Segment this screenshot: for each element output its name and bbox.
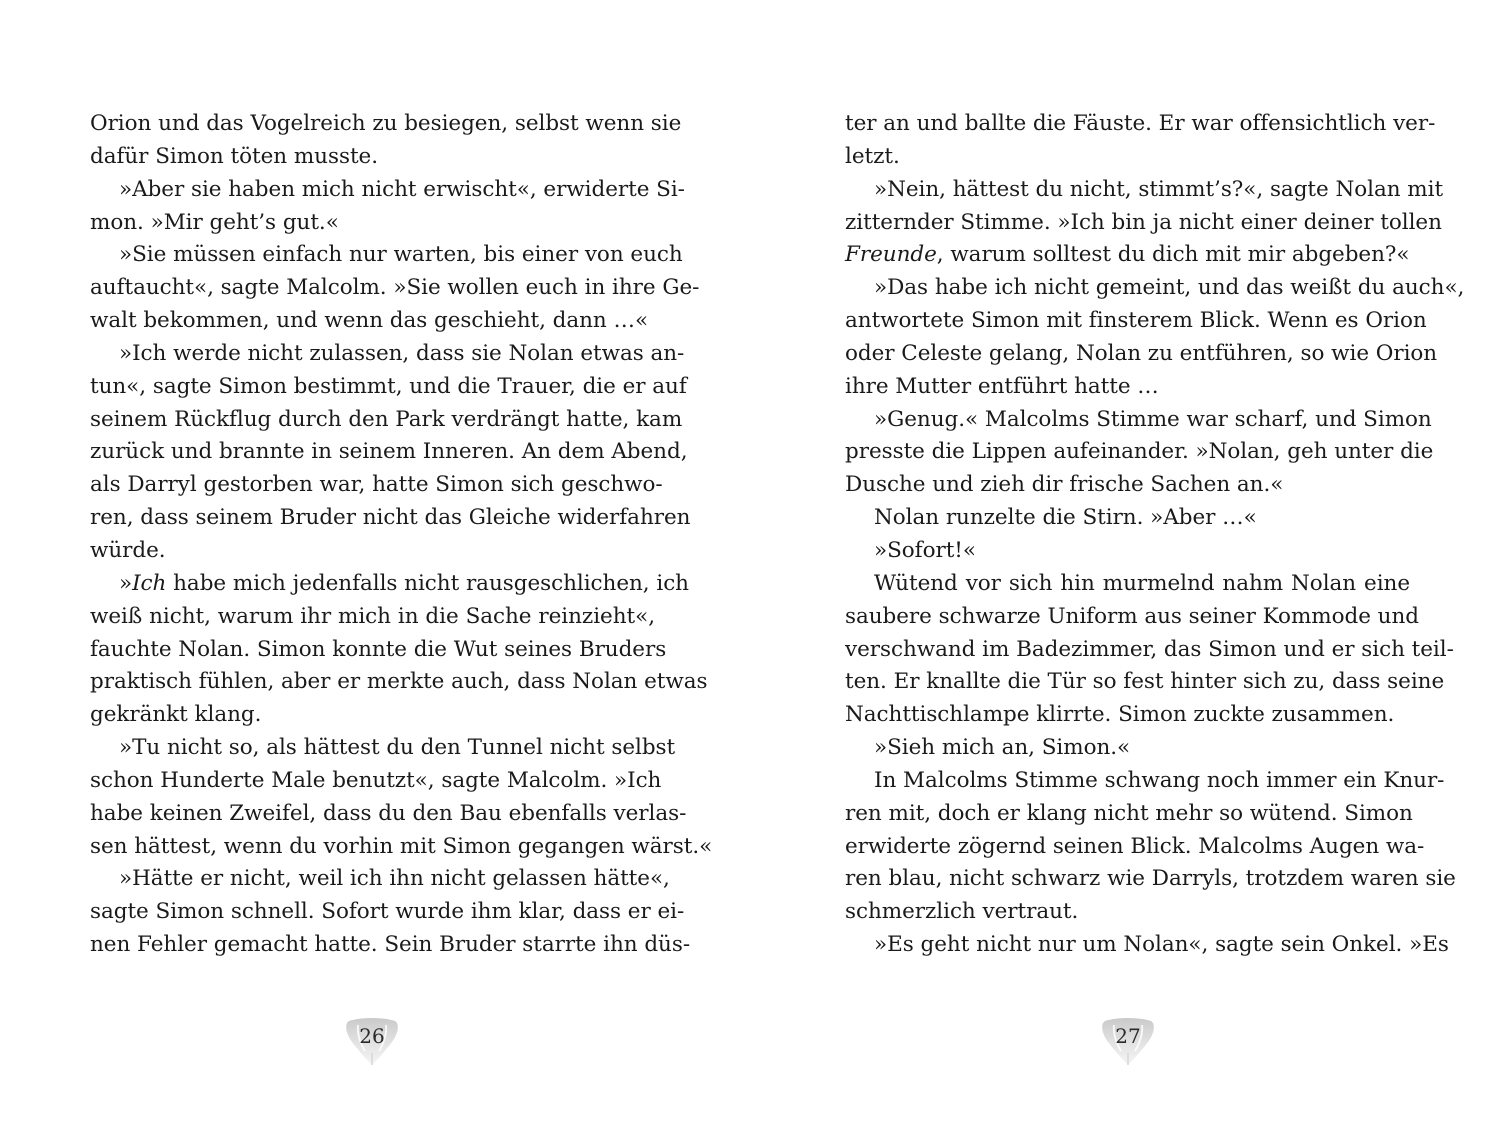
page-number: 27: [1115, 1024, 1141, 1048]
text-line: [845, 732, 1410, 765]
text-line: [845, 798, 1413, 831]
text-segment: zurück und brannte in seinem Inneren. An dem Abend,: [90, 439, 688, 465]
text-line: [90, 272, 700, 305]
right-page-body: [845, 108, 1465, 962]
text-segment: seinem Rückflug durch den Park verdrängt hatte, kam: [90, 406, 683, 432]
text-line: [90, 371, 687, 404]
text-segment: »: [119, 570, 133, 596]
text-line: [90, 141, 655, 174]
text-segment: »Das habe ich nicht gemeint, und das weißt du auch«,: [874, 275, 1465, 301]
text-segment: saubere schwarze Uniform aus seiner Kommode und: [845, 603, 1419, 629]
text-line: [90, 634, 667, 667]
text-line: [90, 863, 670, 896]
text-line: [845, 535, 1410, 568]
text-segment: , warum solltest du dich mit mir abgeben?«: [936, 242, 1410, 268]
text-line: [90, 436, 688, 469]
text-segment: ren mit, doch er klang nicht mehr so wütend. Simon: [845, 800, 1413, 826]
text-line: [845, 601, 1419, 634]
text-segment: ren, dass seinem Bruder nicht das Gleiche widerfahren: [90, 505, 691, 531]
text-segment: sagte Simon schnell. Sofort wurde ihm klar, dass er ei-: [90, 899, 685, 925]
text-segment: als Darryl gestorben war, hatte Simon sich geschwo-: [90, 472, 663, 498]
text-segment: Nolan runzelte die Stirn. »Aber …«: [874, 505, 1257, 531]
text-line: [845, 469, 1410, 502]
text-segment: ten. Er knallte die Tür so fest hinter sich zu, dass seine: [845, 669, 1445, 695]
text-line: [90, 601, 655, 634]
right-page-folio: [1099, 1015, 1157, 1067]
text-line: [845, 699, 1410, 732]
text-line: [90, 305, 655, 338]
page-number: 26: [359, 1024, 385, 1048]
text-line: [90, 207, 655, 240]
text-segment: schon Hunderte Male benutzt«, sagte Malcolm. »Ich: [90, 767, 662, 793]
text-segment: habe mich jedenfalls nicht rausgeschlichen, ich: [166, 570, 689, 596]
text-segment: »Sieh mich an, Simon.«: [874, 735, 1131, 761]
text-line: [90, 535, 655, 568]
text-line: [90, 765, 662, 798]
text-segment: gekränkt klang.: [90, 702, 262, 728]
text-segment: »Sofort!«: [874, 537, 976, 563]
italic-text-segment: Ich: [132, 570, 167, 596]
text-segment: auftaucht«, sagte Malcolm. »Sie wollen euch in ihre Ge-: [90, 275, 700, 301]
text-segment: habe keinen Zweifel, dass du den Bau ebenfalls verlas-: [90, 800, 687, 826]
text-line: [90, 896, 685, 929]
text-line: [845, 108, 1436, 141]
text-segment: ter an und ballte die Fäuste. Er war offensichtlich ver-: [845, 111, 1436, 136]
text-line: [90, 404, 683, 437]
text-segment: »Es geht nicht nur um Nolan«, sagte sein Onkel. »Es: [874, 932, 1449, 958]
text-segment: »Sie müssen einfach nur warten, bis einer von euch: [119, 242, 683, 268]
text-line: [845, 141, 1410, 174]
text-segment: mon. »Mir geht’s gut.«: [90, 209, 339, 235]
text-segment: nen Fehler gemacht hatte. Sein Bruder starrte ihn düs-: [90, 932, 691, 958]
text-segment: schmerzlich vertraut.: [845, 899, 1079, 925]
text-segment: tun«, sagte Simon bestimmt, und die Trauer, die er auf: [90, 373, 687, 399]
text-line: [845, 404, 1432, 437]
text-line: [90, 502, 691, 535]
text-line: [90, 469, 663, 502]
text-segment: Dusche und zieh dir frische Sachen an.«: [845, 472, 1284, 498]
text-segment: Orion und das Vogelreich zu besiegen, selbst wenn sie: [90, 111, 682, 136]
text-line: [90, 929, 691, 962]
text-line: [845, 502, 1410, 535]
text-line: [845, 436, 1434, 469]
text-segment: »Tu nicht so, als hättest du den Tunnel nicht selbst: [119, 735, 676, 761]
text-segment: In Malcolms Stimme schwang noch immer ein Knur-: [874, 767, 1445, 793]
text-line: [845, 207, 1442, 240]
text-line: [90, 831, 713, 864]
text-line: [845, 831, 1425, 864]
text-line: [845, 568, 1410, 601]
text-segment: erwiderte zögernd seinen Blick. Malcolms Augen wa-: [845, 833, 1425, 859]
text-segment: weiß nicht, warum ihr mich in die Sache reinzieht«,: [90, 603, 655, 629]
text-segment: ihre Mutter entführt hatte …: [845, 373, 1159, 399]
text-line: [845, 272, 1465, 305]
text-line: [845, 174, 1444, 207]
text-segment: presste die Lippen aufeinander. »Nolan, geh unter die: [845, 439, 1434, 465]
text-segment: verschwand im Badezimmer, das Simon und er sich teil-: [845, 636, 1454, 662]
italic-text-segment: Freunde: [845, 242, 937, 268]
text-segment: »Aber sie haben mich nicht erwischt«, erwiderte Si-: [119, 176, 685, 202]
text-line: [845, 666, 1445, 699]
right-page: [845, 108, 1465, 962]
text-segment: fauchte Nolan. Simon konnte die Wut seines Bruders: [90, 636, 667, 662]
left-page-body: [90, 108, 713, 962]
text-line: [845, 305, 1427, 338]
text-line: [845, 239, 1410, 272]
text-segment: sen hättest, wenn du vorhin mit Simon gegangen wärst.«: [90, 833, 713, 859]
text-line: [90, 568, 689, 601]
left-page: [90, 108, 713, 962]
text-segment: »Nein, hättest du nicht, stimmt’s?«, sagte Nolan mit: [874, 176, 1444, 202]
text-segment: letzt.: [845, 143, 900, 169]
text-segment: Wütend vor sich hin murmelnd nahm Nolan eine: [874, 570, 1410, 596]
text-segment: dafür Simon töten musste.: [90, 143, 378, 169]
text-segment: »Hätte er nicht, weil ich ihn nicht gelassen hätte«,: [119, 866, 670, 892]
text-segment: praktisch fühlen, aber er merkte auch, dass Nolan etwas: [90, 669, 708, 695]
text-line: [90, 798, 687, 831]
text-segment: würde.: [90, 537, 166, 563]
text-segment: walt bekommen, und wenn das geschieht, dann …«: [90, 308, 649, 334]
text-segment: zitternder Stimme. »Ich bin ja nicht einer deiner tollen: [845, 209, 1442, 235]
left-page-folio: [343, 1015, 401, 1067]
text-segment: Nachttischlampe klirrte. Simon zuckte zusammen.: [845, 702, 1395, 728]
text-line: [90, 338, 685, 371]
text-line: [845, 765, 1445, 798]
text-line: [845, 929, 1449, 962]
text-line: [90, 666, 708, 699]
text-segment: oder Celeste gelang, Nolan zu entführen, so wie Orion: [845, 340, 1438, 366]
text-line: [90, 108, 682, 141]
text-line: [845, 634, 1454, 667]
text-segment: »Genug.« Malcolms Stimme war scharf, und Simon: [874, 406, 1432, 432]
text-segment: antwortete Simon mit finsterem Blick. Wenn es Orion: [845, 308, 1427, 334]
text-line: [90, 174, 685, 207]
text-segment: »Ich werde nicht zulassen, dass sie Nolan etwas an-: [119, 340, 685, 366]
text-segment: ren blau, nicht schwarz wie Darryls, trotzdem waren sie: [845, 866, 1456, 892]
text-line: [845, 371, 1410, 404]
text-line: [845, 896, 1410, 929]
text-line: [845, 863, 1456, 896]
text-line: [845, 338, 1438, 371]
text-line: [90, 732, 676, 765]
text-line: [90, 699, 655, 732]
text-line: [90, 239, 683, 272]
